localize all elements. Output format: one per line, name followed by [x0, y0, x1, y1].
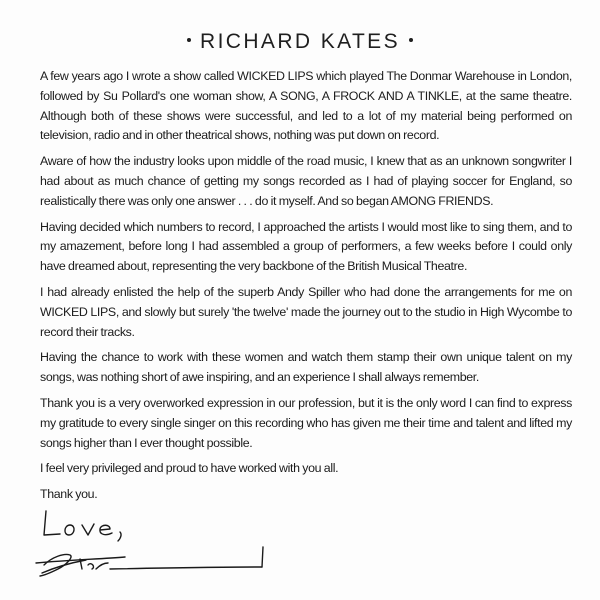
title-dot-left [187, 38, 191, 42]
signature-o [65, 525, 74, 535]
signature-comma [118, 532, 121, 541]
paragraph: I had already enlisted the help of the superb Andy Spiller who had done the arrangements for me on WICKED LIPS, and slowly but surely 'the twelve' made the journey out to the studio in High Wycombe to record their tracks. [40, 284, 572, 339]
signature-L [44, 511, 60, 535]
signature-underline [110, 567, 262, 569]
signature-scrawl-2 [40, 554, 71, 576]
paragraph: Thank you. [40, 487, 98, 502]
paragraph: Having decided which numbers to record, I approached the artists I would most like to sing them, and to my amazement, before long I had assembled a group of performers, a few weeks before I could only have dreamed about, representing the very backbone of the British Musical Theatre. [40, 219, 572, 274]
page-title [0, 30, 600, 54]
paragraph: A few years ago I wrote a show called WICKED LIPS which played The Donmar Warehouse in London, followed by Su Pollard's one woman show, A SONG, A FROCK AND A TINKLE, at the same theatre. Although both of these shows were successful, and led to a lot of my material being performed on television, radio and in other theatrical shows, nothing was put down on record. [40, 69, 572, 143]
handwritten-signature [30, 505, 290, 585]
title-dot-right [409, 38, 413, 42]
signature-flourish [262, 547, 263, 567]
paragraph: Aware of how the industry looks upon middle of the road music, I knew that as an unknown songwriter I had about as much chance of getting my songs recorded as I had of playing soccer for England, so realistically there was only one answer . . . do it myself. And so began AMONG FRIENDS. [40, 154, 572, 208]
paragraph: Thank you is a very overworked expression in our profession, but it is the only word I can find to express my gratitude to every single singer on this recording who has given me their time and talent and lifted my songs higher than I ever thought possible. [40, 395, 572, 450]
title-text: RICHARD KATES [200, 30, 400, 53]
paragraph: I feel very privileged and proud to have worked with you all. [40, 461, 339, 476]
signature-v [82, 524, 94, 535]
letter-body [40, 67, 572, 511]
paragraph: Having the chance to work with these women and watch them stamp their own unique talent on my songs, was nothing short of awe inspiring, and an experience I shall always remember. [40, 350, 572, 385]
signature-e [100, 525, 112, 534]
